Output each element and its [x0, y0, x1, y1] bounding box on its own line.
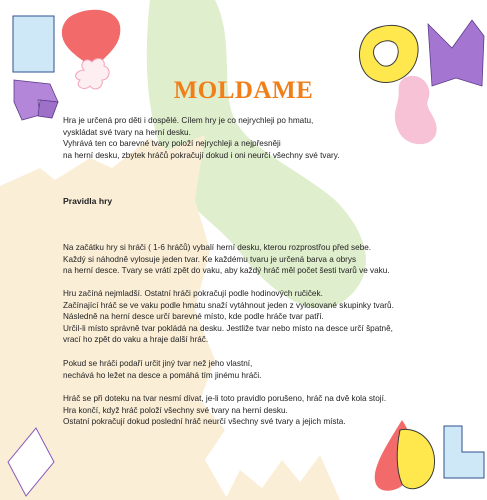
rules-line: vrací ho zpět do vaku a hraje další hráč. — [63, 335, 209, 345]
rules-line: Hra končí, když hráč položí všechny své tvary na herní desku. — [63, 405, 288, 415]
beige-bottom-shape — [225, 455, 340, 500]
blue-l-shape — [444, 426, 484, 478]
rules-paragraph-4 — [63, 393, 463, 428]
rules-paragraph-1 — [63, 242, 463, 277]
intro-paragraph — [63, 115, 463, 161]
yellow-ring-shape — [359, 25, 418, 82]
page-title: MOLDAME — [173, 77, 314, 104]
rules-line: Určil-li místo správně tvar pokládá na desku. Jestliže tvar nebo místo na desce určí špatně, — [63, 323, 393, 333]
rules-line: Na začátku hry si hráči ( 1-6 hráčů) vybalí herní desku, kterou rozprostřou před sebe. — [63, 243, 372, 252]
intro-line: vyskládat své tvary na herní desku. — [63, 127, 191, 137]
yellow-blob-shape — [397, 429, 434, 488]
intro-line: na herní desku, zbytek hráčů pokračují dokud i oni neurčí všechny své tvary. — [63, 150, 340, 160]
intro-line: Vyhrává ten co barevné tvary položí nejrychleji a nejpřesněji — [63, 139, 281, 149]
rules-line: na herní desce. Tvary se vrátí zpět do vaku, aby každý hráč měl počet šesti tvarů ve vaku. — [63, 266, 390, 276]
intro-line: Hra je určená pro děti i dospělé. Cílem hry je co nejrychleji po hmatu, — [63, 116, 314, 125]
rules-line: Hru začíná nejmladší. Ostatní hráči pokračují podle hodinových ručiček. — [63, 289, 323, 298]
rules-line: nechává ho ležet na desce a pomáhá tím jinému hráči. — [63, 370, 262, 380]
rules-paragraph-3 — [63, 358, 463, 381]
blue-rectangle-shape — [13, 16, 54, 72]
rules-line: Ostatní pokračují dokud poslední hráč neurčí všechny své tvary a jejich místa. — [63, 417, 346, 427]
rules-heading: Pravidla hry — [63, 196, 113, 206]
rules-line: Pokud se hráči podaří určit jiný tvar než jeho vlastní, — [63, 359, 253, 368]
rules-line: Hráč se při doteku na tvar nesmí dívat, je-li toto pravidlo porušeno, hráč na dvě kola stojí. — [63, 394, 387, 403]
rules-line: Následně na herní desce určí barevné místo, kde podle hráče tvar patří. — [63, 312, 324, 322]
rules-line: Každý si náhodně vylosuje jeden tvar. Ke každému tvaru je určená barva a obrys — [63, 254, 357, 264]
rules-line: Začínající hráč se ve vaku podle hmatu snaží vytáhnout jeden z vylosované skupinky tvarů. — [63, 300, 394, 310]
rules-paragraph-2 — [63, 288, 463, 346]
